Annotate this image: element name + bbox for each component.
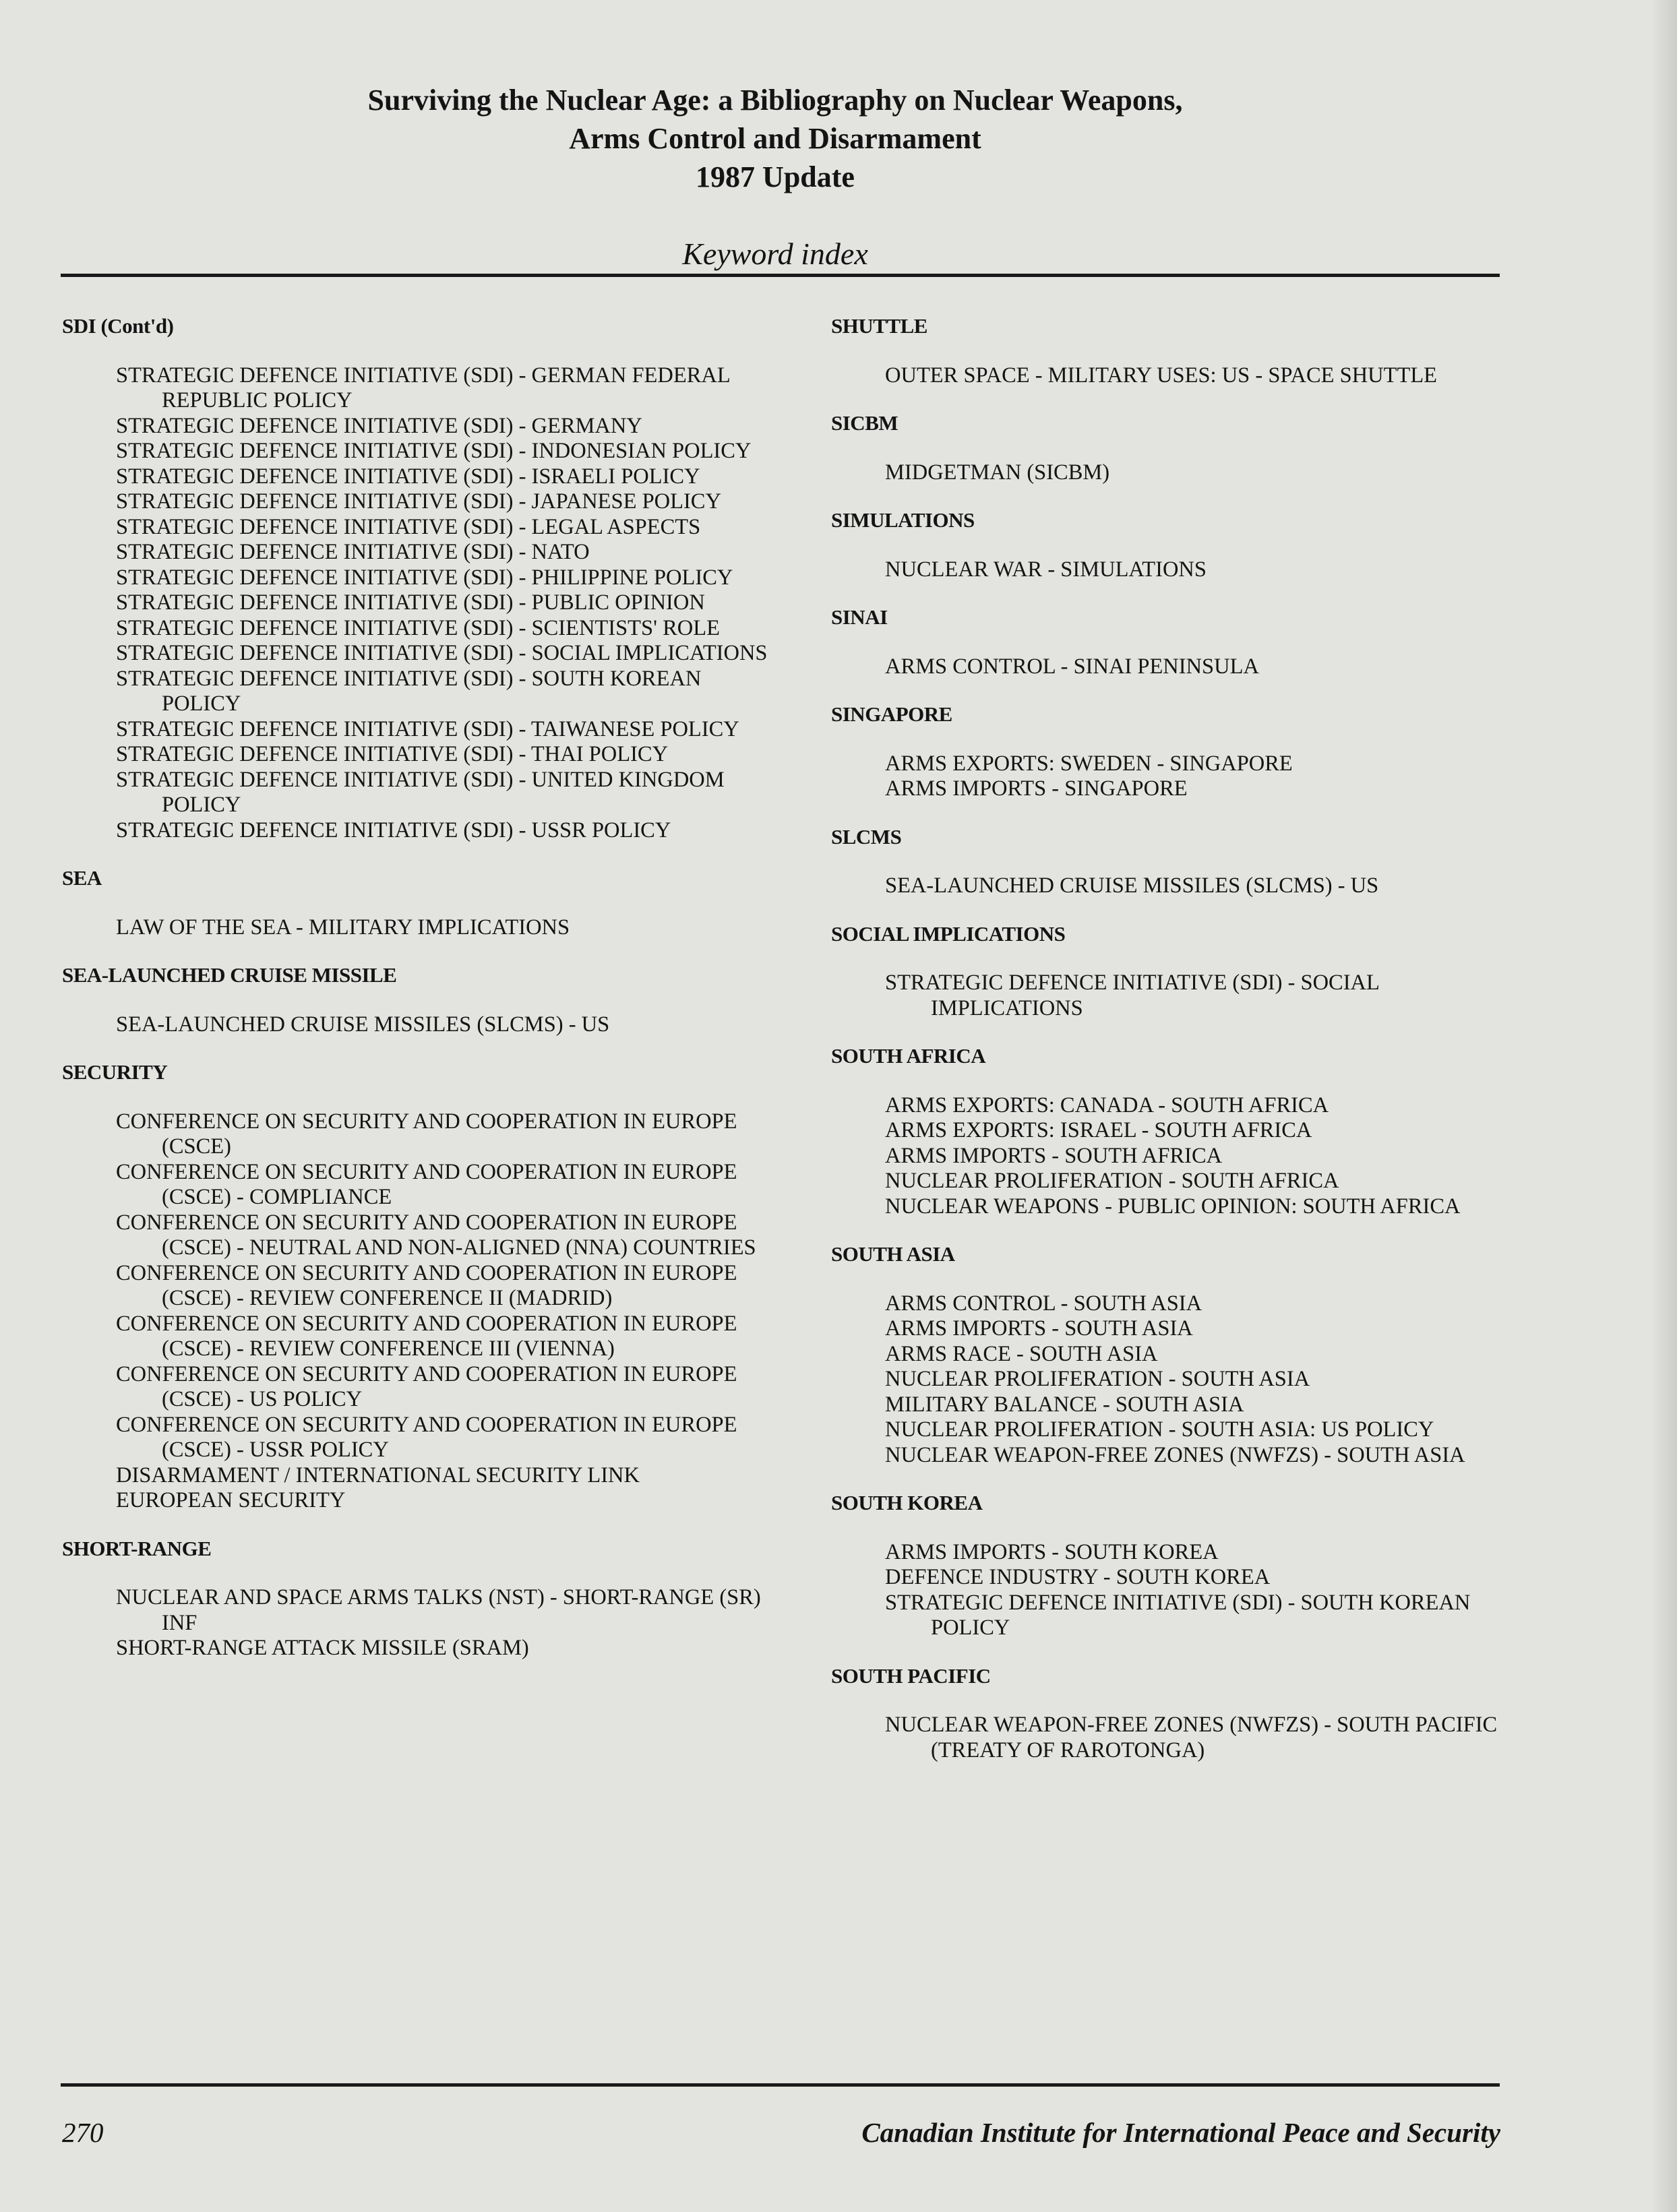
- index-entry: STRATEGIC DEFENCE INITIATIVE (SDI) - SCIENTISTS' ROLE: [116, 615, 720, 640]
- index-section: [831, 1043, 1505, 1219]
- index-entry: ARMS EXPORTS: SWEDEN - SINGAPORE: [885, 751, 1293, 776]
- keyword-heading: SOUTH KOREA: [831, 1491, 983, 1514]
- index-entry: STRATEGIC DEFENCE INITIATIVE (SDI) - GERMANY: [116, 413, 642, 438]
- index-entry: CONFERENCE ON SECURITY AND COOPERATION IN EUROPE (CSCE): [116, 1109, 737, 1159]
- title-line-1: Surviving the Nuclear Age: a Bibliography on Nuclear Weapons,: [367, 84, 1183, 117]
- index-entry: STRATEGIC DEFENCE INITIATIVE (SDI) - UNITED KINGDOM POLICY: [116, 767, 725, 817]
- index-entry: NUCLEAR PROLIFERATION - SOUTH ASIA: US POLICY: [885, 1417, 1434, 1442]
- index-section: [831, 1241, 1505, 1468]
- index-entry: STRATEGIC DEFENCE INITIATIVE (SDI) - SOUTH KOREAN POLICY: [116, 666, 702, 716]
- index-entry: STRATEGIC DEFENCE INITIATIVE (SDI) - SOCIAL IMPLICATIONS: [116, 641, 768, 665]
- left-index-column: [62, 313, 776, 1684]
- index-entry: NUCLEAR PROLIFERATION - SOUTH AFRICA: [885, 1169, 1339, 1193]
- right-index-column: [831, 313, 1505, 1785]
- keyword-heading: SDI (Cont'd): [62, 314, 174, 338]
- keyword-heading: SIMULATIONS: [831, 508, 975, 532]
- index-entry: CONFERENCE ON SECURITY AND COOPERATION IN EUROPE (CSCE) - REVIEW CONFERENCE II (MADRID): [116, 1260, 737, 1310]
- index-entry: ARMS IMPORTS - SINGAPORE: [885, 776, 1188, 801]
- keyword-heading: SEA-LAUNCHED CRUISE MISSILE: [62, 963, 397, 987]
- title-line-2: Arms Control and Disarmament: [569, 122, 981, 155]
- index-entry: MILITARY BALANCE - SOUTH ASIA: [885, 1392, 1244, 1417]
- top-rule: [61, 274, 1500, 277]
- index-section: [62, 865, 776, 940]
- keyword-heading: SOUTH ASIA: [831, 1242, 955, 1266]
- index-section: [831, 508, 1505, 582]
- keyword-heading: SICBM: [831, 411, 898, 435]
- index-entry: STRATEGIC DEFENCE INITIATIVE (SDI) - SOCIAL IMPLICATIONS: [885, 971, 1379, 1020]
- index-entry: OUTER SPACE - MILITARY USES: US - SPACE SHUTTLE: [885, 363, 1438, 388]
- index-entry: STRATEGIC DEFENCE INITIATIVE (SDI) - INDONESIAN POLICY: [116, 439, 752, 463]
- index-entry: NUCLEAR WEAPON-FREE ZONES (NWFZS) - SOUTH ASIA: [885, 1442, 1465, 1467]
- keyword-heading: SOUTH AFRICA: [831, 1044, 986, 1068]
- page-title: [0, 81, 1550, 196]
- index-entry: ARMS RACE - SOUTH ASIA: [885, 1341, 1158, 1366]
- index-entry: STRATEGIC DEFENCE INITIATIVE (SDI) - ISRAELI POLICY: [116, 464, 700, 489]
- index-section: [62, 1059, 776, 1514]
- index-entry: NUCLEAR WEAPON-FREE ZONES (NWFZS) - SOUTH PACIFIC (TREATY OF RAROTONGA): [885, 1713, 1498, 1762]
- bottom-rule: [61, 2083, 1500, 2087]
- index-entry: NUCLEAR PROLIFERATION - SOUTH ASIA: [885, 1367, 1310, 1391]
- index-entry: STRATEGIC DEFENCE INITIATIVE (SDI) - THAI POLICY: [116, 742, 669, 766]
- index-entry: STRATEGIC DEFENCE INITIATIVE (SDI) - LEGAL ASPECTS: [116, 514, 701, 539]
- title-line-3: 1987 Update: [696, 160, 855, 193]
- keyword-heading: SLCMS: [831, 824, 902, 849]
- index-entry: ARMS IMPORTS - SOUTH AFRICA: [885, 1143, 1223, 1168]
- index-section: [831, 1490, 1505, 1641]
- index-entry: CONFERENCE ON SECURITY AND COOPERATION IN EUROPE (CSCE) - USSR POLICY: [116, 1412, 737, 1462]
- index-section: [831, 824, 1505, 899]
- keyword-heading: SHUTTLE: [831, 314, 927, 338]
- index-entry: NUCLEAR WEAPONS - PUBLIC OPINION: SOUTH AFRICA: [885, 1194, 1461, 1219]
- index-entry: NUCLEAR AND SPACE ARMS TALKS (NST) - SHORT-RANGE (SR) INF: [116, 1585, 761, 1635]
- index-section: [831, 702, 1505, 802]
- index-entry: STRATEGIC DEFENCE INITIATIVE (SDI) - NATO: [116, 540, 590, 564]
- index-entry: ARMS CONTROL - SINAI PENINSULA: [885, 654, 1259, 679]
- index-section: [831, 1663, 1505, 1764]
- index-subtitle: Keyword index: [682, 237, 868, 271]
- index-entry: STRATEGIC DEFENCE INITIATIVE (SDI) - USSR POLICY: [116, 818, 671, 842]
- index-section: [831, 313, 1505, 388]
- index-section: [62, 313, 776, 843]
- index-entry: CONFERENCE ON SECURITY AND COOPERATION IN EUROPE (CSCE) - NEUTRAL AND NON-ALIGNED (NNA) COUNTRIES: [116, 1210, 756, 1260]
- keyword-heading: SEA: [62, 866, 102, 890]
- index-entry: CONFERENCE ON SECURITY AND COOPERATION IN EUROPE (CSCE) - REVIEW CONFERENCE III (VIENNA): [116, 1311, 737, 1361]
- index-entry: EUROPEAN SECURITY: [116, 1488, 346, 1512]
- index-entry: STRATEGIC DEFENCE INITIATIVE (SDI) - PHILIPPINE POLICY: [116, 565, 733, 590]
- keyword-heading: SOUTH PACIFIC: [831, 1663, 991, 1688]
- index-entry: STRATEGIC DEFENCE INITIATIVE (SDI) - PUBLIC OPINION: [116, 590, 705, 615]
- index-entry: ARMS IMPORTS - SOUTH KOREA: [885, 1539, 1219, 1564]
- index-entry: ARMS CONTROL - SOUTH ASIA: [885, 1291, 1202, 1316]
- index-entry: ARMS EXPORTS: CANADA - SOUTH AFRICA: [885, 1093, 1329, 1117]
- index-entry: DEFENCE INDUSTRY - SOUTH KOREA: [885, 1565, 1271, 1589]
- index-entry: SEA-LAUNCHED CRUISE MISSILES (SLCMS) - US: [885, 873, 1379, 898]
- index-entry: STRATEGIC DEFENCE INITIATIVE (SDI) - TAIWANESE POLICY: [116, 716, 739, 741]
- publisher-name: Canadian Institute for International Peace and Security: [861, 2117, 1500, 2148]
- keyword-heading: SINGAPORE: [831, 702, 952, 726]
- index-section: [831, 921, 1505, 1022]
- index-entry: STRATEGIC DEFENCE INITIATIVE (SDI) - GERMAN FEDERAL REPUBLIC POLICY: [116, 363, 730, 412]
- keyword-heading: SOCIAL IMPLICATIONS: [831, 921, 1066, 946]
- index-entry: LAW OF THE SEA - MILITARY IMPLICATIONS: [116, 915, 570, 940]
- keyword-heading: SECURITY: [62, 1060, 168, 1084]
- index-entry: ARMS EXPORTS: ISRAEL - SOUTH AFRICA: [885, 1118, 1312, 1142]
- index-entry: SEA-LAUNCHED CRUISE MISSILES (SLCMS) - US: [116, 1012, 610, 1037]
- index-entry: STRATEGIC DEFENCE INITIATIVE (SDI) - JAPANESE POLICY: [116, 489, 721, 514]
- keyword-heading: SHORT-RANGE: [62, 1536, 212, 1560]
- index-entry: ARMS IMPORTS - SOUTH ASIA: [885, 1316, 1193, 1341]
- index-entry: SHORT-RANGE ATTACK MISSILE (SRAM): [116, 1636, 529, 1660]
- index-entry: DISARMAMENT / INTERNATIONAL SECURITY LINK: [116, 1463, 640, 1487]
- index-entry: NUCLEAR WAR - SIMULATIONS: [885, 557, 1207, 582]
- page-edge-shadow: [1650, 0, 1677, 2212]
- index-entry: STRATEGIC DEFENCE INITIATIVE (SDI) - SOUTH KOREAN POLICY: [885, 1590, 1471, 1640]
- index-section: [831, 605, 1505, 679]
- keyword-heading: SINAI: [831, 605, 888, 629]
- index-section: [62, 962, 776, 1037]
- index-entry: CONFERENCE ON SECURITY AND COOPERATION IN EUROPE (CSCE) - US POLICY: [116, 1361, 737, 1411]
- index-section: [831, 410, 1505, 485]
- index-entry: CONFERENCE ON SECURITY AND COOPERATION IN EUROPE (CSCE) - COMPLIANCE: [116, 1159, 737, 1209]
- page-number: 270: [62, 2117, 104, 2148]
- index-section: [62, 1536, 776, 1661]
- index-entry: MIDGETMAN (SICBM): [885, 460, 1110, 485]
